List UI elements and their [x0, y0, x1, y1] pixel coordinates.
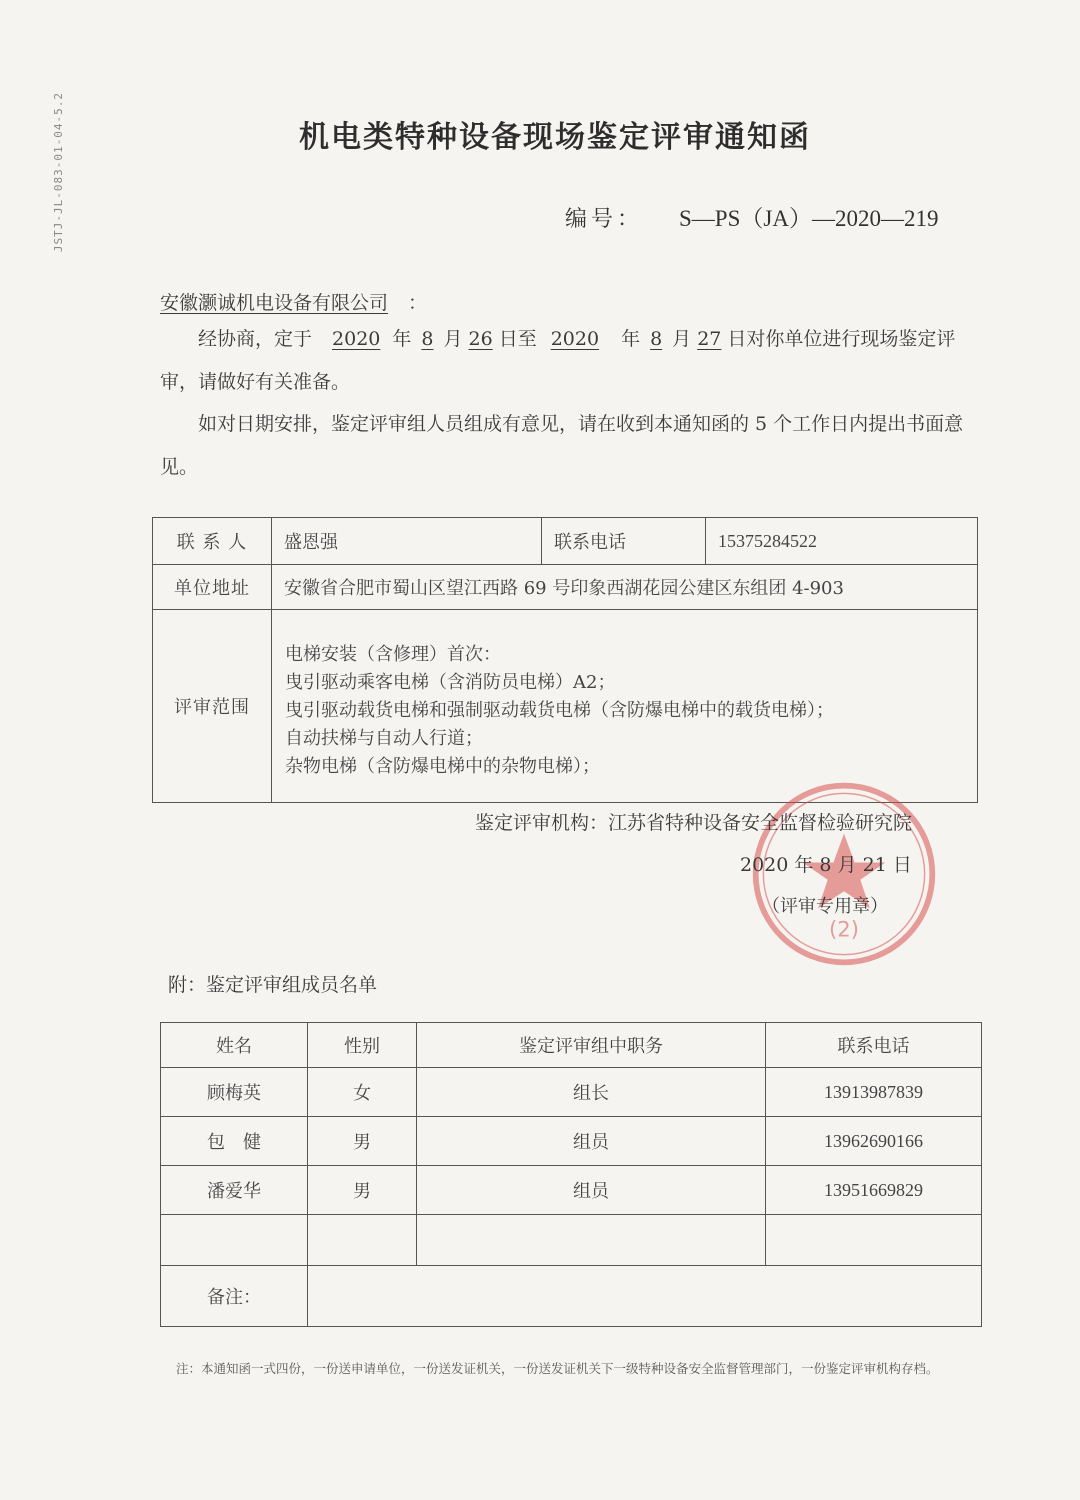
start-day: 26 — [468, 328, 493, 350]
scope-cell — [272, 610, 978, 803]
text-year: 年 — [392, 328, 412, 350]
remark-value — [308, 1266, 982, 1327]
seal-note: （评审专用章） — [762, 896, 888, 917]
remark-label: 备注： — [161, 1266, 308, 1327]
end-month: 8 — [650, 328, 663, 350]
phone-label: 联系电话 — [542, 518, 706, 565]
table-row — [161, 1117, 982, 1166]
member-role: 组员 — [417, 1166, 766, 1215]
header-gender: 性别 — [308, 1023, 417, 1068]
text-year-2: 年 — [621, 328, 641, 350]
header-phone: 联系电话 — [766, 1023, 982, 1068]
table-row-empty — [161, 1215, 982, 1266]
member-phone: 13962690166 — [766, 1117, 982, 1166]
end-year: 2020 — [550, 328, 600, 350]
header-role: 鉴定评审组中职务 — [417, 1023, 766, 1068]
address-label: 单位地址 — [153, 565, 272, 610]
end-day: 27 — [697, 328, 722, 350]
scope-item: 曳引驱动乘客电梯（含消防员电梯）A2； — [285, 672, 616, 693]
phone-value: 15375284522 — [706, 518, 978, 565]
address-value: 安徽省合肥市蜀山区望江西路 69 号印象西湖花园公建区东组团 4-903 — [272, 565, 978, 610]
review-team-table — [160, 1022, 982, 1327]
member-name: 顾梅英 — [161, 1068, 308, 1117]
header-name: 姓名 — [161, 1023, 308, 1068]
member-phone: 13951669829 — [766, 1166, 982, 1215]
document-number-label: 编号： — [565, 207, 644, 232]
scope-item: 自动扶梯与自动人行道； — [285, 728, 483, 749]
svg-text:(2): (2) — [829, 916, 859, 942]
document-title: 机电类特种设备现场鉴定评审通知函 — [299, 120, 811, 155]
scope-list — [273, 611, 976, 781]
empty-cell — [417, 1215, 766, 1266]
document-number-value: S—PS（JA）—2020—219 — [679, 206, 939, 231]
contact-value: 盛恩强 — [272, 518, 542, 565]
member-name: 潘爱华 — [161, 1166, 308, 1215]
issue-date: 2020 年 8 月 21 日 — [740, 854, 912, 876]
member-gender: 男 — [308, 1166, 417, 1215]
recipient-name: 安徽灏诚机电设备有限公司 — [160, 292, 389, 314]
empty-cell — [766, 1215, 982, 1266]
footnote: 注：本通知函一式四份，一份送申请单位，一份送发证机关，一份送发证机关下一级特种设备安全监督管理部门，一份鉴定评审机构存档。 — [176, 1361, 939, 1376]
member-gender: 男 — [308, 1117, 417, 1166]
start-month: 8 — [421, 328, 434, 350]
member-gender: 女 — [308, 1068, 417, 1117]
contact-label: 联 系 人 — [153, 518, 272, 565]
text-month-2: 月 — [672, 328, 692, 350]
objection-paragraph: 如对日期安排，鉴定评审组人员组成有意见，请在收到本通知函的 5 个工作日内提出书面意见。 — [160, 413, 964, 478]
member-name: 包 健 — [161, 1117, 308, 1166]
schedule-paragraph — [160, 318, 970, 404]
schedule-suffix: 日对你单位进行现场鉴定评审，请做好有关准备。 — [160, 328, 956, 393]
applicant-info-table — [152, 517, 978, 803]
member-role: 组长 — [417, 1068, 766, 1117]
member-phone: 13913987839 — [766, 1068, 982, 1117]
table-row — [161, 1068, 982, 1117]
form-code: JSTJ-JL-083-01-04-5.2 — [52, 92, 65, 253]
table-row — [161, 1166, 982, 1215]
text-day-to: 日至 — [498, 328, 537, 350]
scope-label: 评审范围 — [153, 610, 272, 803]
scope-item: 电梯安装（含修理）首次： — [285, 644, 501, 665]
scope-item: 杂物电梯（含防爆电梯中的杂物电梯）； — [285, 756, 600, 777]
start-year: 2020 — [332, 328, 381, 350]
empty-cell — [161, 1215, 308, 1266]
schedule-prefix: 经协商，定于 — [198, 328, 313, 350]
text-month: 月 — [443, 328, 463, 350]
scope-item: 曳引驱动载货电梯和强制驱动载货电梯（含防爆电梯中的载货电梯）； — [285, 700, 834, 721]
document-number — [565, 200, 938, 233]
recipient-colon: ： — [408, 292, 428, 314]
empty-cell — [308, 1215, 417, 1266]
issuing-organization: 鉴定评审机构：江苏省特种设备安全监督检验研究院 — [475, 812, 913, 834]
member-role: 组员 — [417, 1117, 766, 1166]
annex-title: 附：鉴定评审组成员名单 — [168, 974, 378, 996]
